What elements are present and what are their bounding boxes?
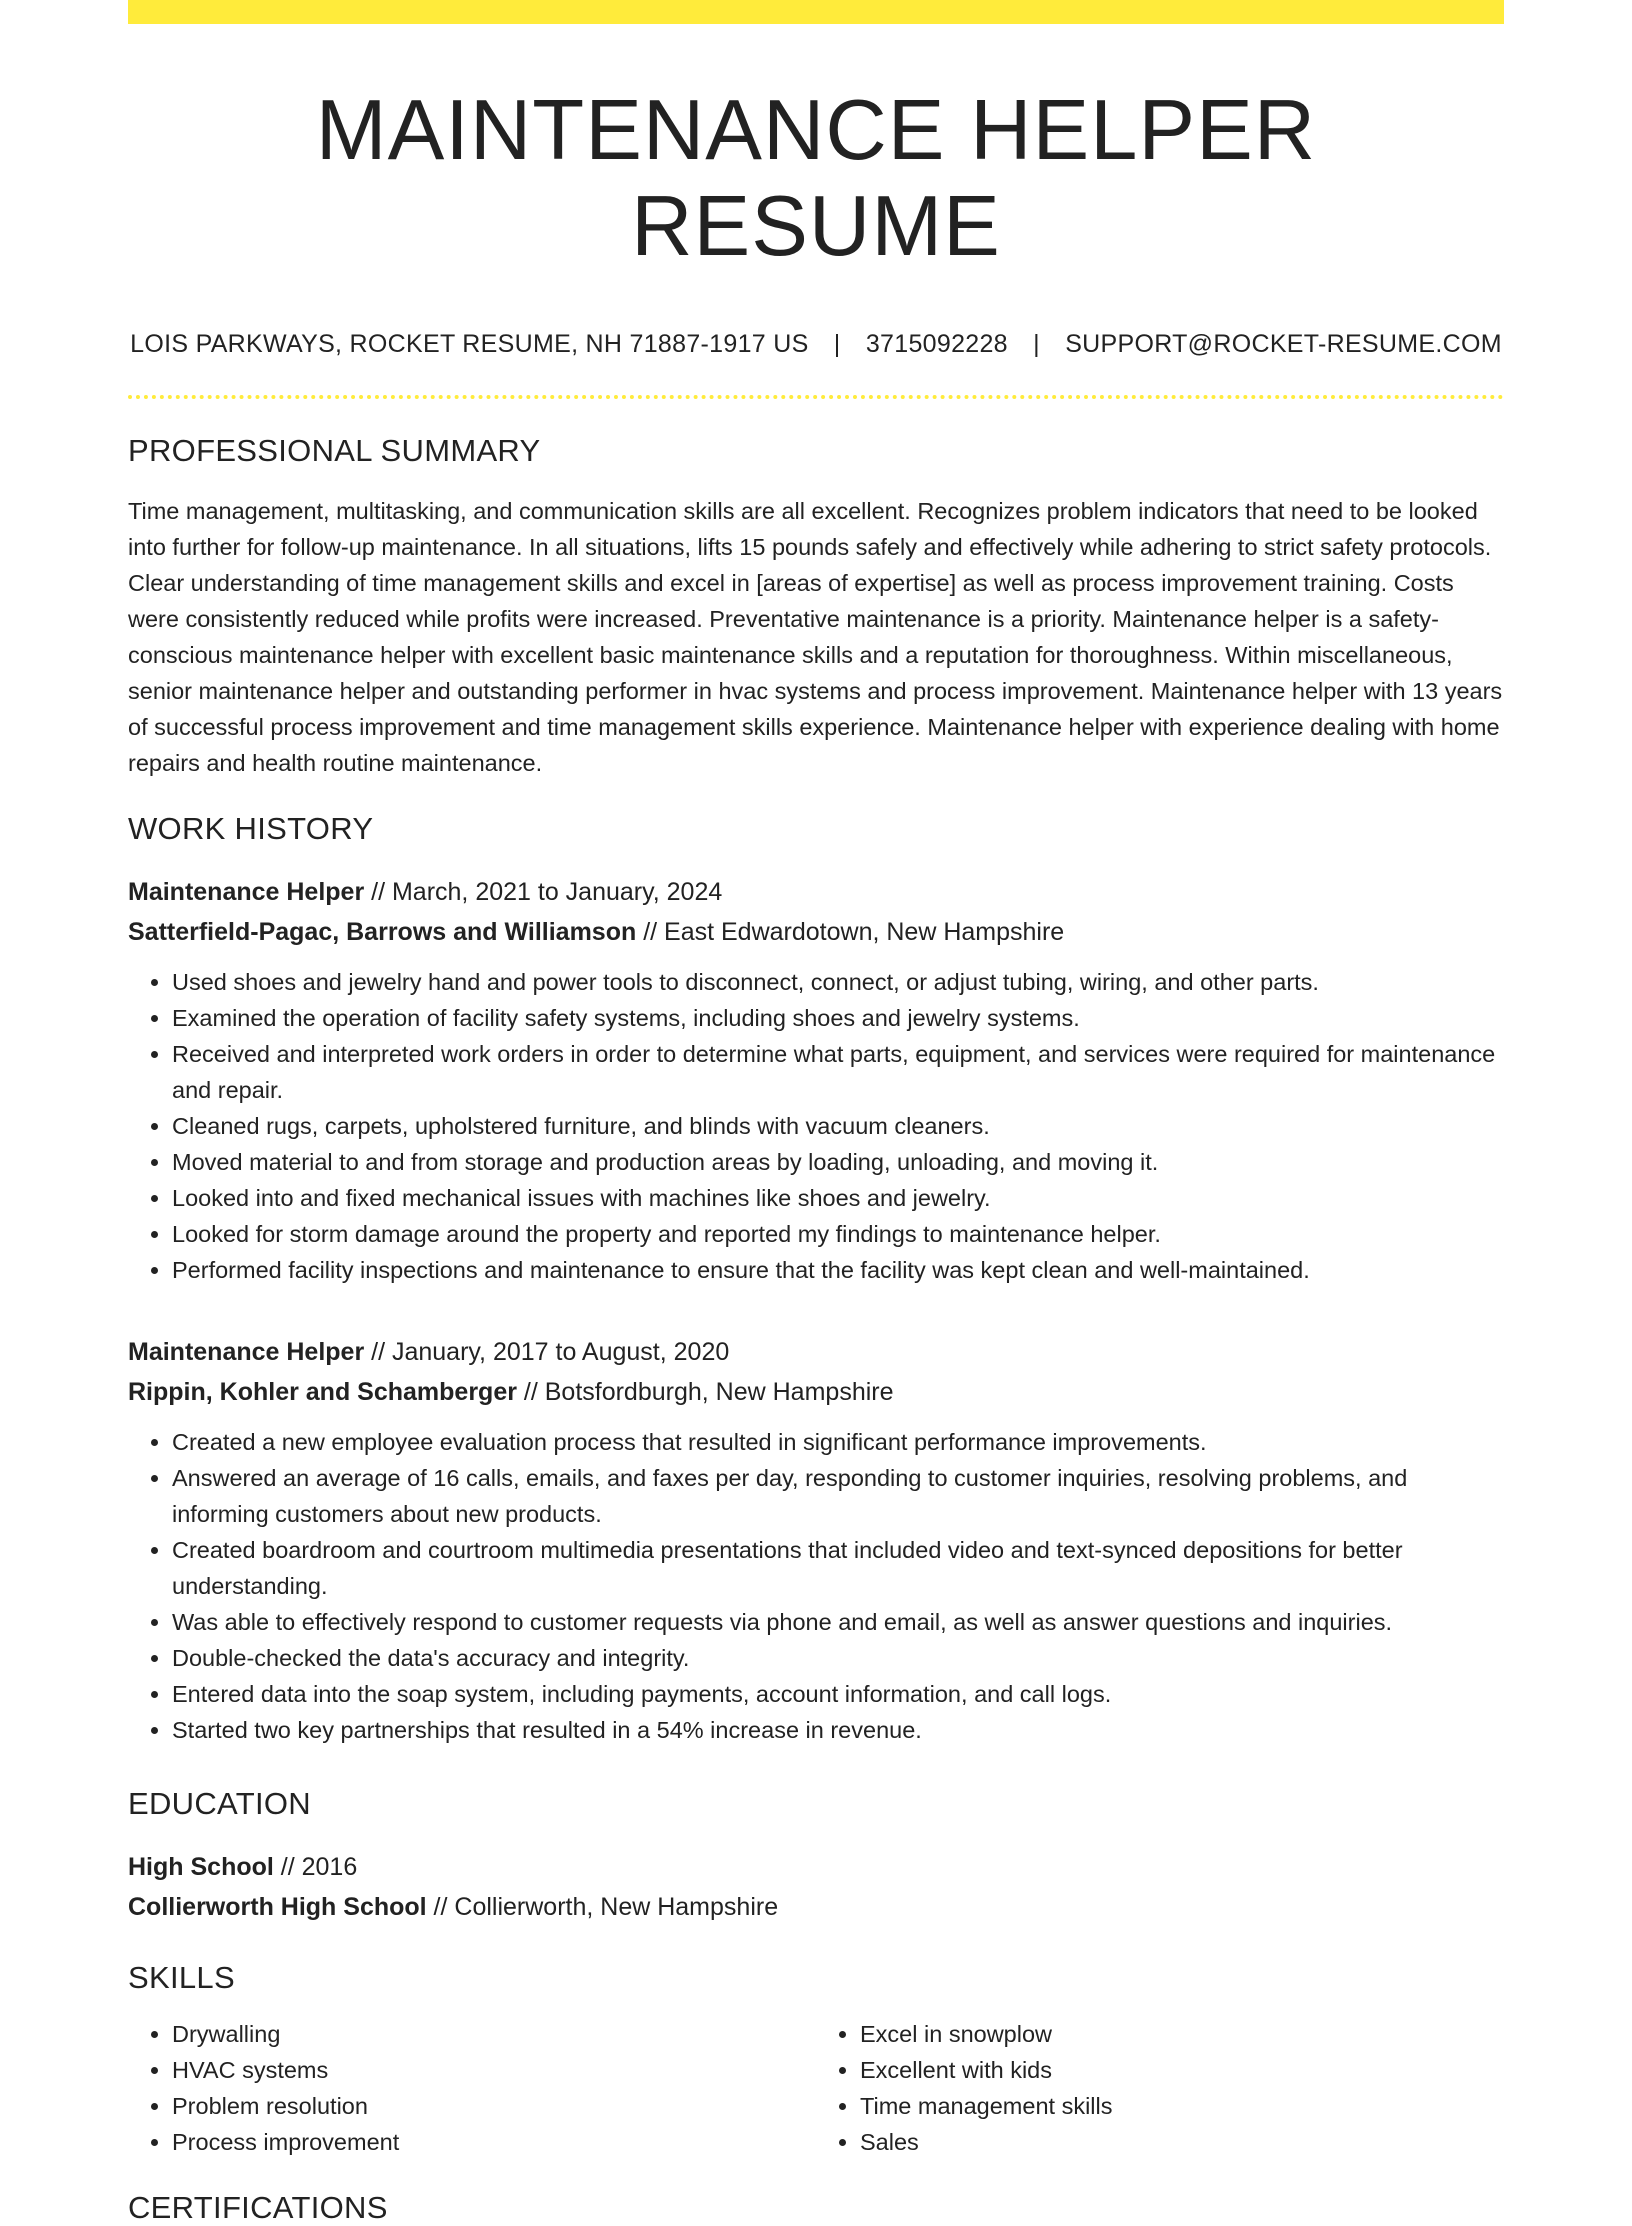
list-item: • Used shoes and jewelry hand and power tools to disconnect, connect, or adjust tubing, wiring, and other parts. bbox=[172, 964, 1504, 1000]
list-item: • Moved material to and from storage and production areas by loading, unloading, and moving it. bbox=[172, 1144, 1504, 1180]
dotted-divider bbox=[128, 395, 1504, 399]
education-location: // Collierworth, New Hampshire bbox=[426, 1893, 779, 1921]
list-item: • Examined the operation of facility safety systems, including shoes and jewelry systems. bbox=[172, 1000, 1504, 1036]
skill-item: • Excel in snowplow bbox=[860, 2016, 1504, 2052]
education-degree: High School bbox=[128, 1853, 274, 1881]
section-heading: PROFESSIONAL SUMMARY bbox=[128, 433, 541, 468]
list-item: • Cleaned rugs, carpets, upholstered furniture, and blinds with vacuum cleaners. bbox=[172, 1108, 1504, 1144]
education-year: // 2016 bbox=[273, 1853, 358, 1881]
list-item: • Started two key partnerships that resulted in a 54% increase in revenue. bbox=[172, 1712, 1504, 1748]
job-company: Satterfield-Pagac, Barrows and Williamson bbox=[128, 918, 637, 946]
section-heading: SKILLS bbox=[128, 1960, 235, 1995]
skill-item: • Problem resolution bbox=[172, 2088, 816, 2124]
job-dates: // January, 2017 to August, 2020 bbox=[364, 1338, 730, 1366]
skill-item: • Drywalling bbox=[172, 2016, 816, 2052]
job-company-line bbox=[128, 1372, 1504, 1412]
job-bullets bbox=[128, 964, 1504, 1288]
resume-title: MAINTENANCE HELPER RESUME bbox=[315, 83, 1317, 274]
job-title: Maintenance Helper bbox=[128, 878, 365, 906]
education-degree-line bbox=[128, 1847, 1504, 1887]
list-item: • Looked into and fixed mechanical issues with machines like shoes and jewelry. bbox=[172, 1180, 1504, 1216]
skills-left-column bbox=[128, 2016, 816, 2160]
skills-right-column bbox=[816, 2016, 1504, 2160]
list-item: • Looked for storm damage around the property and reported my findings to maintenance helper. bbox=[172, 1216, 1504, 1252]
education-school-line bbox=[128, 1887, 1504, 1927]
certifications-section bbox=[128, 2190, 1504, 2226]
summary-text: Time management, multitasking, and communication skills are all excellent. Recognizes problem indicators that need to be looked into further for follow-up maintenance. In all situations, lifts 15 pounds safely and effectively while adhering to strict safety protocols. Clear understanding of time management skills and excel in [areas of expertise] as well as process improvement training. Costs were consistently reduced while profits were increased. Preventative maintenance is a priority. Maintenance helper is a safety-conscious maintenance helper with excellent basic maintenance skills and a reputation for thoroughness. Within miscellaneous, senior maintenance helper and outstanding performer in hvac systems and process improvement. Maintenance helper with 13 years of successful process improvement and time management skills experience. Maintenance helper with experience dealing with home repairs and health routine maintenance. bbox=[128, 498, 1503, 776]
list-item: • Entered data into the soap system, including payments, account information, and call logs. bbox=[172, 1676, 1504, 1712]
job-dates: // March, 2021 to January, 2024 bbox=[364, 878, 723, 906]
list-item: • Answered an average of 16 calls, emails, and faxes per day, responding to customer inquiries, resolving problems, and informing customers about new products. bbox=[172, 1460, 1504, 1532]
job-title-line bbox=[128, 1332, 1504, 1372]
contact-address: LOIS PARKWAYS, ROCKET RESUME, NH 71887-1917 US bbox=[130, 330, 809, 358]
list-item: • Created boardroom and courtroom multimedia presentations that included video and text-synced depositions for better understanding. bbox=[172, 1532, 1504, 1604]
skill-item: • Sales bbox=[860, 2124, 1504, 2160]
contact-line bbox=[128, 329, 1504, 359]
section-heading: WORK HISTORY bbox=[128, 811, 374, 846]
summary-section bbox=[128, 433, 1504, 781]
job-title: Maintenance Helper bbox=[128, 1338, 365, 1366]
education-section bbox=[128, 1786, 1504, 1927]
contact-email: SUPPORT@ROCKET-RESUME.COM bbox=[1065, 330, 1502, 358]
skill-item: • Process improvement bbox=[172, 2124, 816, 2160]
section-heading: EDUCATION bbox=[128, 1786, 311, 1821]
work-history-section bbox=[128, 811, 1504, 1748]
list-item: • Created a new employee evaluation process that resulted in significant performance improvements. bbox=[172, 1424, 1504, 1460]
list-item: • Received and interpreted work orders in order to determine what parts, equipment, and services were required for maintenance and repair. bbox=[172, 1036, 1504, 1108]
contact-phone: 3715092228 bbox=[865, 330, 1008, 358]
job-location: // Botsfordburgh, New Hampshire bbox=[516, 1378, 894, 1406]
education-entry bbox=[128, 1847, 1504, 1927]
job-title-line bbox=[128, 872, 1504, 912]
skill-item: • HVAC systems bbox=[172, 2052, 816, 2088]
contact-separator: | bbox=[833, 330, 841, 358]
job-location: // East Edwardotown, New Hampshire bbox=[636, 918, 1065, 946]
job-company: Rippin, Kohler and Schamberger bbox=[128, 1378, 517, 1406]
list-item: • Performed facility inspections and maintenance to ensure that the facility was kept clean and well-maintained. bbox=[172, 1252, 1504, 1288]
contact-separator: | bbox=[1033, 330, 1040, 358]
accent-bar bbox=[128, 0, 1504, 24]
job-entry bbox=[128, 1332, 1504, 1748]
skills-columns bbox=[128, 2016, 1504, 2160]
list-item: • Was able to effectively respond to customer requests via phone and email, as well as answer questions and inquiries. bbox=[172, 1604, 1504, 1640]
resume-content bbox=[128, 0, 1504, 2226]
skills-section bbox=[128, 1960, 1504, 2160]
skill-item: • Excellent with kids bbox=[860, 2052, 1504, 2088]
job-entry bbox=[128, 872, 1504, 1288]
section-heading: CERTIFICATIONS bbox=[128, 2190, 388, 2225]
job-company-line bbox=[128, 912, 1504, 952]
job-bullets bbox=[128, 1424, 1504, 1748]
education-school: Collierworth High School bbox=[128, 1893, 427, 1921]
list-item: • Double-checked the data's accuracy and integrity. bbox=[172, 1640, 1504, 1676]
skill-item: • Time management skills bbox=[860, 2088, 1504, 2124]
